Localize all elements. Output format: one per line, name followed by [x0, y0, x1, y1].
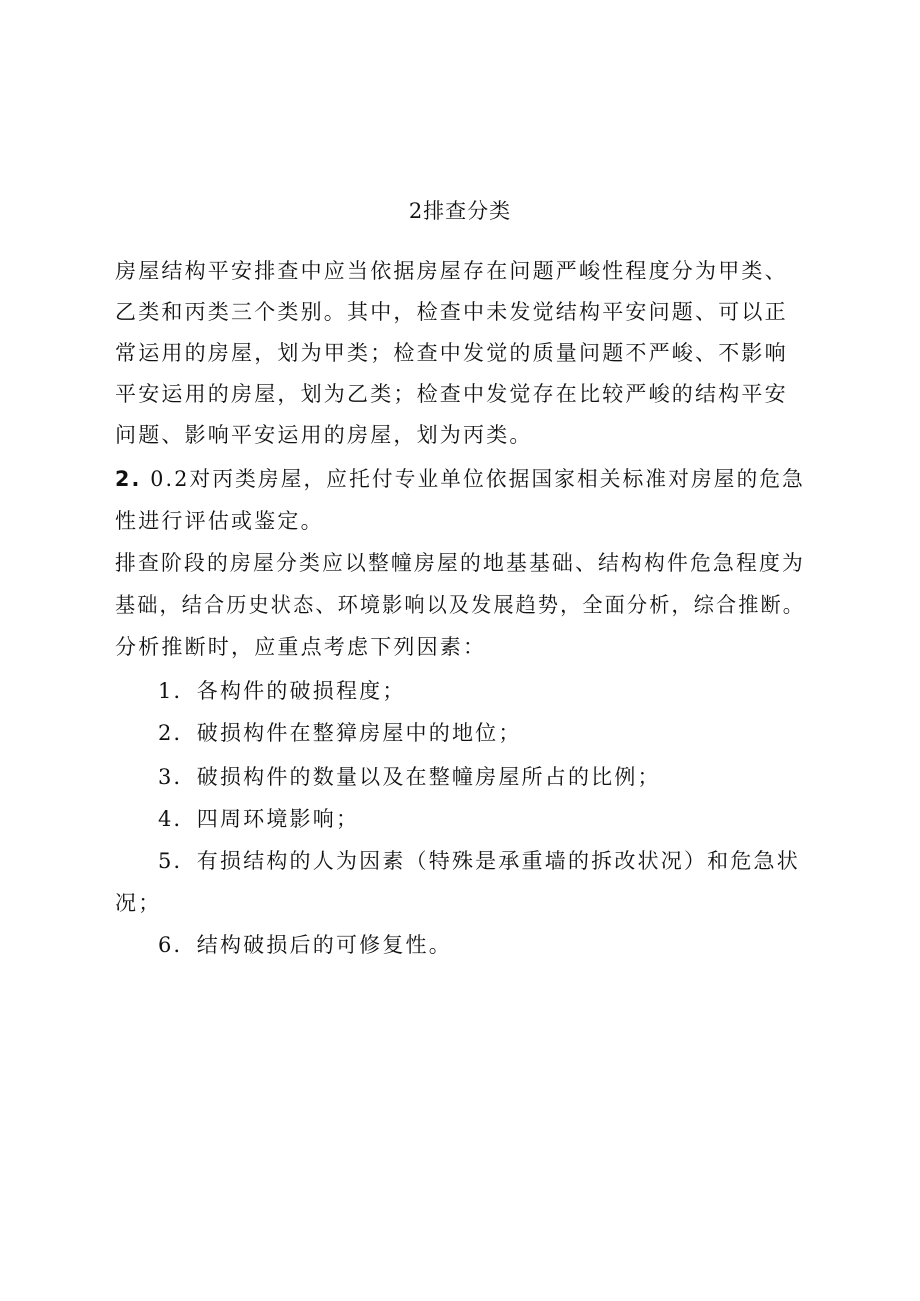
- clause-text: 0.2对丙类房屋，应托付专业单位依据国家相关标准对房屋的危急: [141, 467, 805, 491]
- paragraph3-line: 基础，结合历史状态、环境影响以及发展趋势，全面分析，综合推断。: [115, 593, 806, 617]
- clause-line: [115, 464, 805, 494]
- paragraph3-line: 排查阶段的房屋分类应以整幢房屋的地基基础、结构构件危急程度为: [115, 551, 806, 575]
- paragraph1-line: 平安运用的房屋，划为乙类；检查中发觉存在比较严峻的结构平安: [115, 382, 788, 406]
- factor-item: 1．各构件的破损程度；: [158, 679, 406, 703]
- factor-item-continuation: 况；: [115, 891, 162, 915]
- factor-item: 3．破损构件的数量以及在整幢房屋所占的比例；: [158, 765, 661, 789]
- factor-item: 5．有损结构的人为因素（特殊是承重墙的拆改状况）和危急状: [158, 849, 800, 873]
- factor-item: 4．四周环境影响；: [158, 807, 360, 831]
- clause-number: 2.: [115, 467, 142, 491]
- factor-item: 6．结构破损后的可修复性。: [158, 933, 452, 957]
- paragraph1-line: 常运用的房屋，划为甲类；检查中发觉的质量问题不严峻、不影响: [115, 341, 788, 365]
- clause-line-2: 性进行评估或鉴定。: [115, 509, 324, 533]
- factor-item: 2．破损构件在整獐房屋中的地位；: [158, 721, 522, 745]
- paragraph3-line: 分析推断时，应重点考虑下列因素：: [115, 635, 487, 659]
- paragraph1-line: 问题、影响平安运用的房屋，划为丙类。: [115, 423, 533, 447]
- paragraph1-line: 房屋结构平安排查中应当依据房屋存在问题严峻性程度分为甲类、: [115, 259, 788, 283]
- paragraph1-line: 乙类和丙类三个类别。其中，检查中未发觉结构平安问题、可以正: [115, 300, 788, 324]
- section-title: 2排查分类: [408, 199, 512, 223]
